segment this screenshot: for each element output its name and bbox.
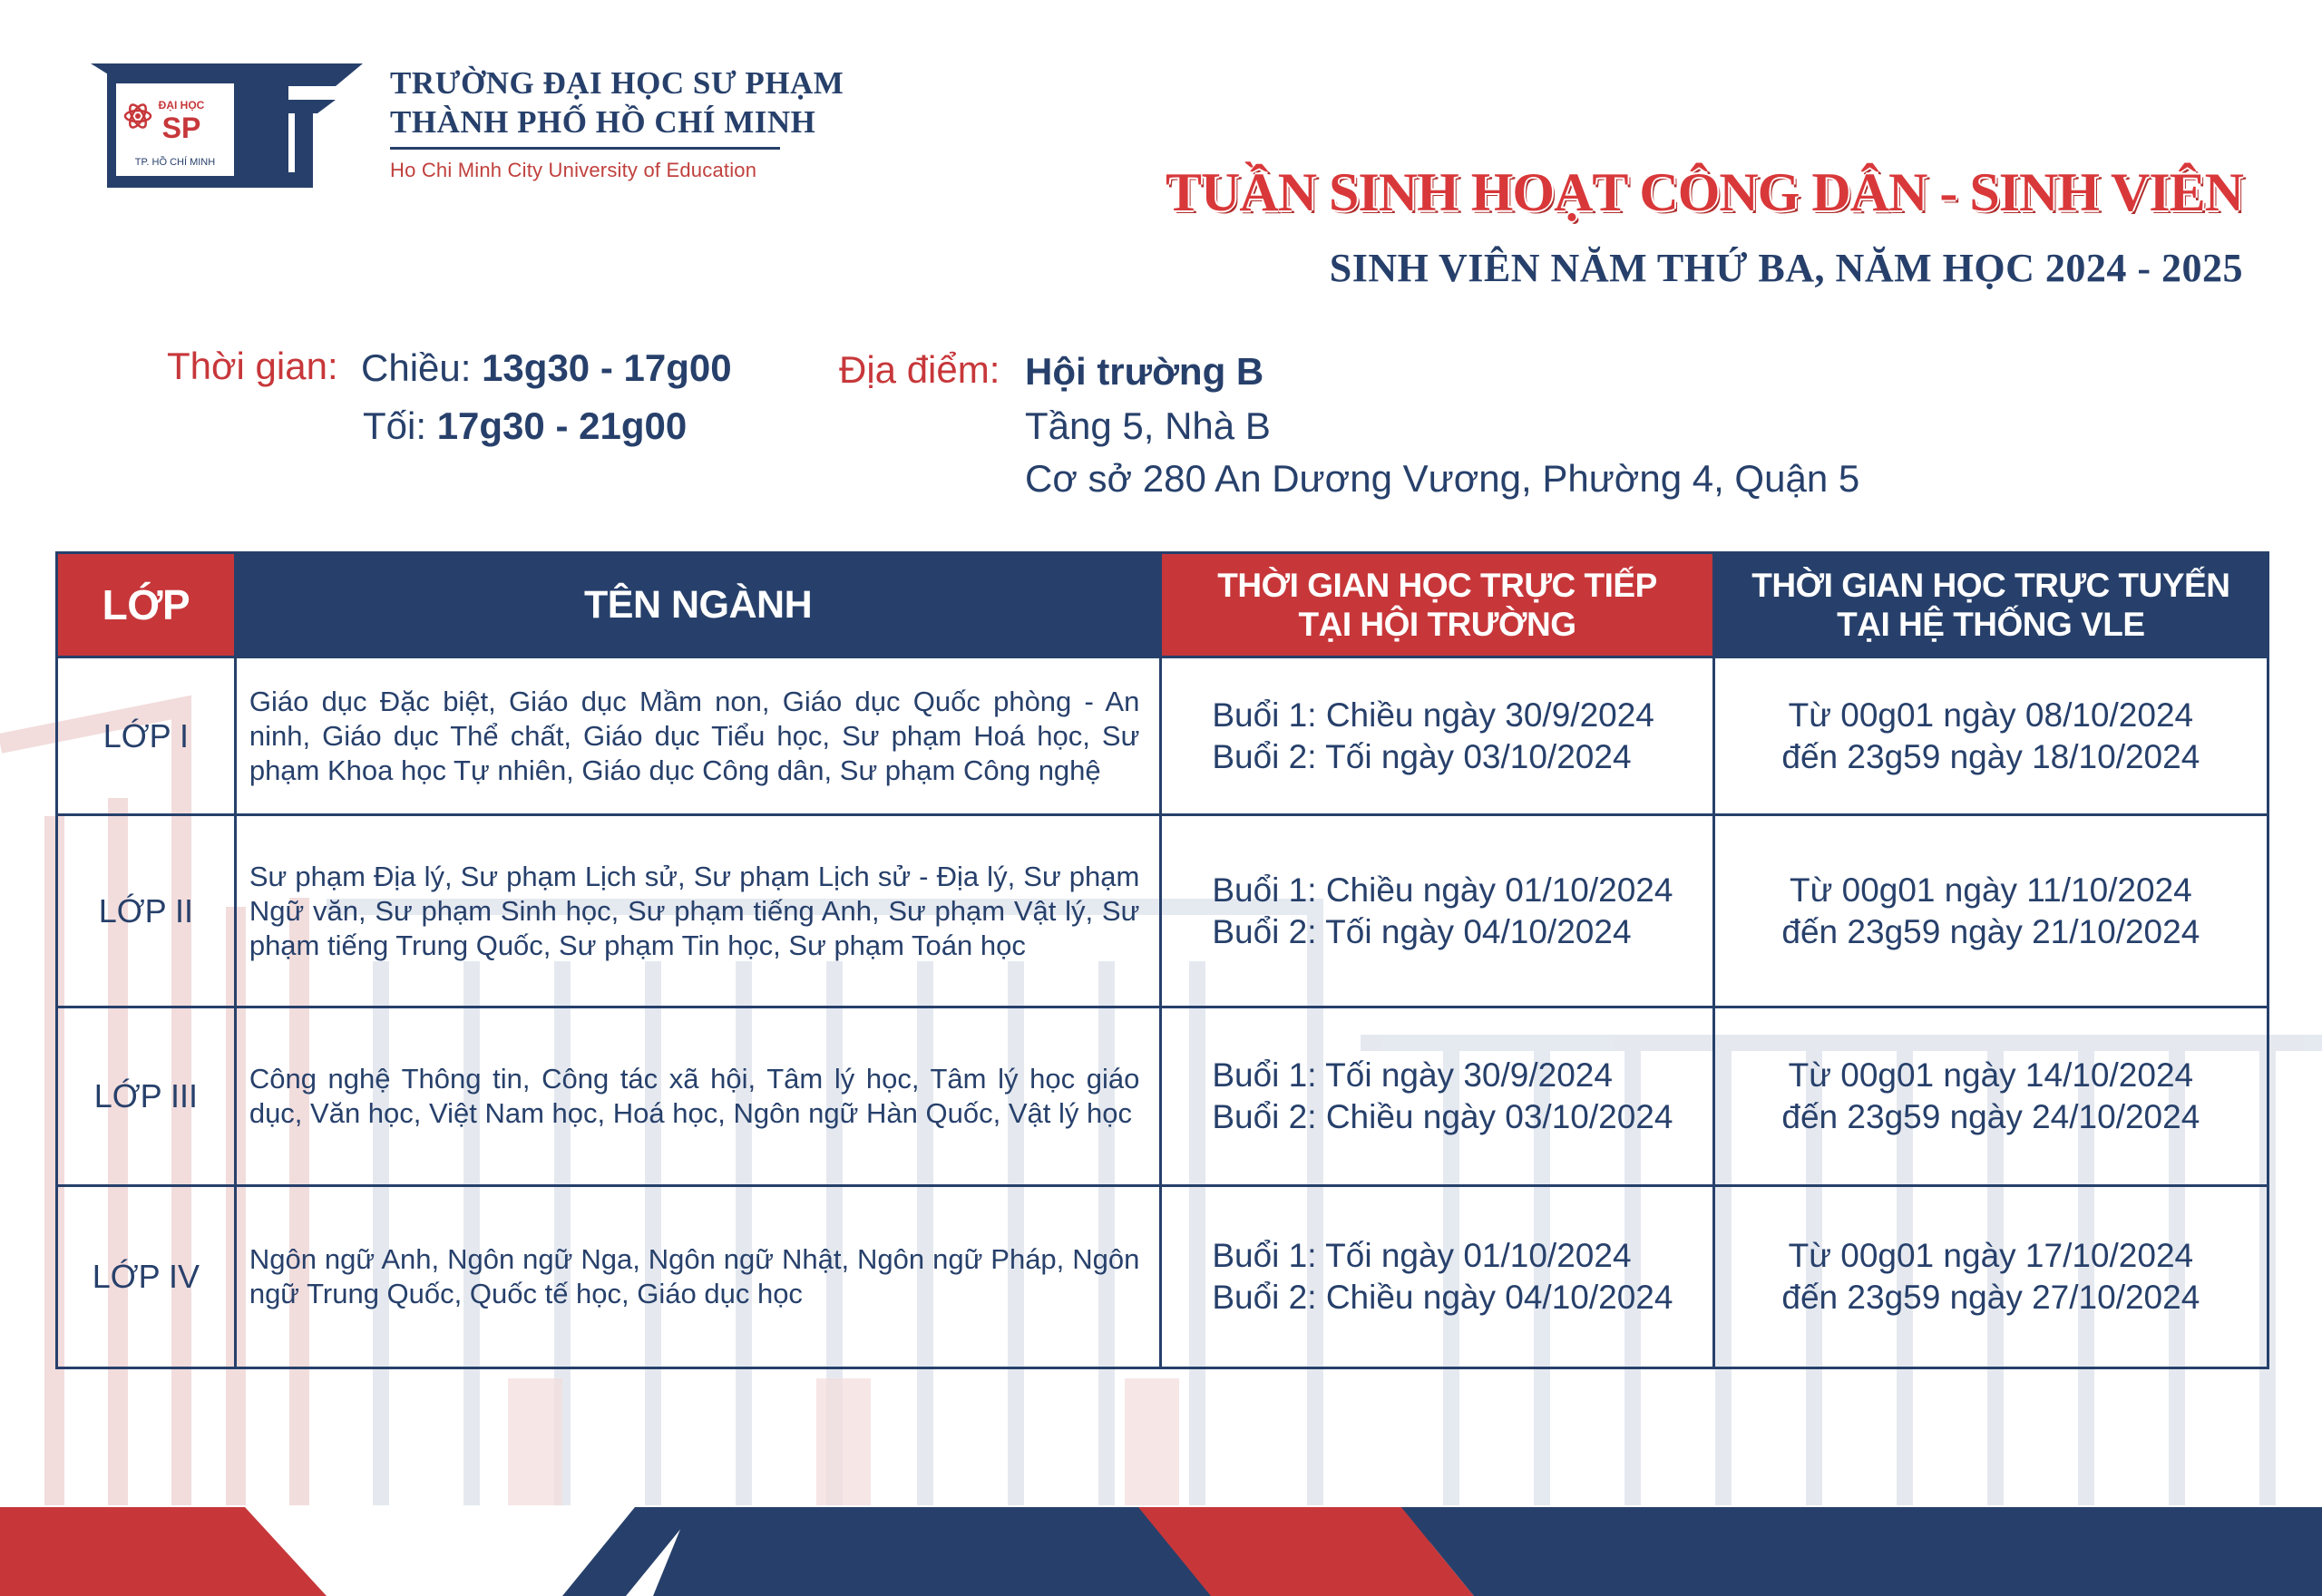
online-cell [1713,1186,2268,1368]
location-hall: Hội trường B [1025,350,1264,393]
evening-time-value: 17g30 - 21g00 [436,404,688,447]
afternoon-time-value: 13g30 - 17g00 [482,346,732,389]
table-header-row [57,553,2268,657]
online-cell [1713,815,2268,1007]
page-title: TUẦN SINH HOẠT CÔNG DÂN - SINH VIÊN [1166,162,2243,222]
header-class: LỚP [57,553,236,657]
evening-time [363,404,687,448]
evening-prefix: Tối: [363,404,437,447]
inperson-cell [1161,815,1713,1007]
header-inperson-line2: TẠI HỘI TRƯỜNG [1298,606,1576,643]
bottom-decor-band [0,1507,2322,1596]
university-logo [91,63,363,195]
location-line2 [1025,404,1271,448]
time-label-text: Thời gian: [167,345,338,387]
online-cell [1713,657,2268,815]
location-label [839,348,1000,392]
session1: Buổi 1: Tối ngày 01/10/2024 [1212,1237,1632,1274]
location-label-text: Địa điểm: [839,348,1000,391]
header-inperson [1161,553,1713,657]
session2: Buổi 2: Tối ngày 03/10/2024 [1212,737,1632,775]
session1: Buổi 1: Chiều ngày 30/9/2024 [1212,696,1654,734]
session1: Buổi 1: Chiều ngày 01/10/2024 [1212,871,1673,909]
session2: Buổi 2: Chiều ngày 03/10/2024 [1212,1098,1673,1135]
time-label [167,345,338,388]
university-name-line1: TRƯỜNG ĐẠI HỌC SƯ PHẠM [390,65,844,101]
header-online-line1: THỜI GIAN HỌC TRỰC TUYẾN [1751,567,2230,604]
university-name-line2: THÀNH PHỐ HỒ CHÍ MINH [390,104,816,140]
majors-cell: Ngôn ngữ Anh, Ngôn ngữ Nga, Ngôn ngữ Nhật, Ngôn ngữ Pháp, Ngôn ngữ Trung Quốc, Quốc tế học, Giáo dục học [235,1186,1161,1368]
class-cell: LỚP I [57,657,236,815]
location-address: Cơ sở 280 An Dương Vương, Phường 4, Quận 5 [1025,457,1860,500]
online-from: Từ 00g01 ngày 11/10/2024 [1789,871,2192,909]
session2: Buổi 2: Chiều ngày 04/10/2024 [1212,1279,1673,1316]
header-inperson-line1: THỜI GIAN HỌC TRỰC TIẾP [1217,567,1657,604]
afternoon-prefix: Chiều: [361,346,483,389]
location-line3 [1025,457,1859,501]
session1: Buổi 1: Tối ngày 30/9/2024 [1212,1056,1613,1094]
table-row [57,1186,2268,1368]
online-to: đến 23g59 ngày 27/10/2024 [1781,1279,2200,1316]
inperson-cell [1161,657,1713,815]
university-name-divider [390,147,780,150]
header-major: TÊN NGÀNH [235,553,1161,657]
logo-text-sp: SP [161,112,201,144]
online-to: đến 23g59 ngày 21/10/2024 [1781,912,2200,950]
session2: Buổi 2: Tối ngày 04/10/2024 [1212,912,1632,950]
majors-cell: Giáo dục Đặc biệt, Giáo dục Mầm non, Giáo dục Quốc phòng - An ninh, Giáo dục Thể chất, Giáo dục Tiểu học, Sư phạm Hoá học, Sư phạm Khoa học Tự nhiên, Giáo dục Công dân, Sư phạm Công nghệ [235,657,1161,815]
table-row [57,657,2268,815]
class-cell: LỚP IV [57,1186,236,1368]
logo-text-top: ĐẠI HỌC [158,99,205,112]
table-row [57,1007,2268,1186]
university-name-block [390,63,844,182]
online-from: Từ 00g01 ngày 14/10/2024 [1788,1056,2194,1094]
majors-cell: Sư phạm Địa lý, Sư phạm Lịch sử, Sư phạm Lịch sử - Địa lý, Sư phạm Ngữ văn, Sư phạm Sinh học, Sư phạm tiếng Anh, Sư phạm Vật lý, Sư phạm tiếng Trung Quốc, Sư phạm Tin học, Sư phạm Toán học [235,815,1161,1007]
header-online-line2: TẠI HỆ THỐNG VLE [1837,606,2145,643]
logo-text-bottom: TP. HỒ CHÍ MINH [134,157,216,168]
header-online [1713,553,2268,657]
afternoon-time [361,346,732,390]
online-to: đến 23g59 ngày 24/10/2024 [1781,1098,2200,1135]
page-subtitle: SINH VIÊN NĂM THỨ BA, NĂM HỌC 2024 - 2025 [1329,246,2243,290]
class-cell: LỚP III [57,1007,236,1186]
location-floor: Tầng 5, Nhà B [1025,404,1271,447]
online-from: Từ 00g01 ngày 08/10/2024 [1788,696,2194,734]
location-line1 [1025,350,1263,394]
class-cell: LỚP II [57,815,236,1007]
university-name-english: Ho Chi Minh City University of Education [390,159,757,181]
inperson-cell [1161,1186,1713,1368]
online-cell [1713,1007,2268,1186]
online-from: Từ 00g01 ngày 17/10/2024 [1788,1237,2194,1274]
table-row [57,815,2268,1007]
inperson-cell [1161,1007,1713,1186]
schedule-table [55,551,2269,1369]
online-to: đến 23g59 ngày 18/10/2024 [1781,737,2200,775]
majors-cell: Công nghệ Thông tin, Công tác xã hội, Tâm lý học, Tâm lý học giáo dục, Văn học, Việt Nam học, Hoá học, Ngôn ngữ Hàn Quốc, Vật lý học [235,1007,1161,1186]
